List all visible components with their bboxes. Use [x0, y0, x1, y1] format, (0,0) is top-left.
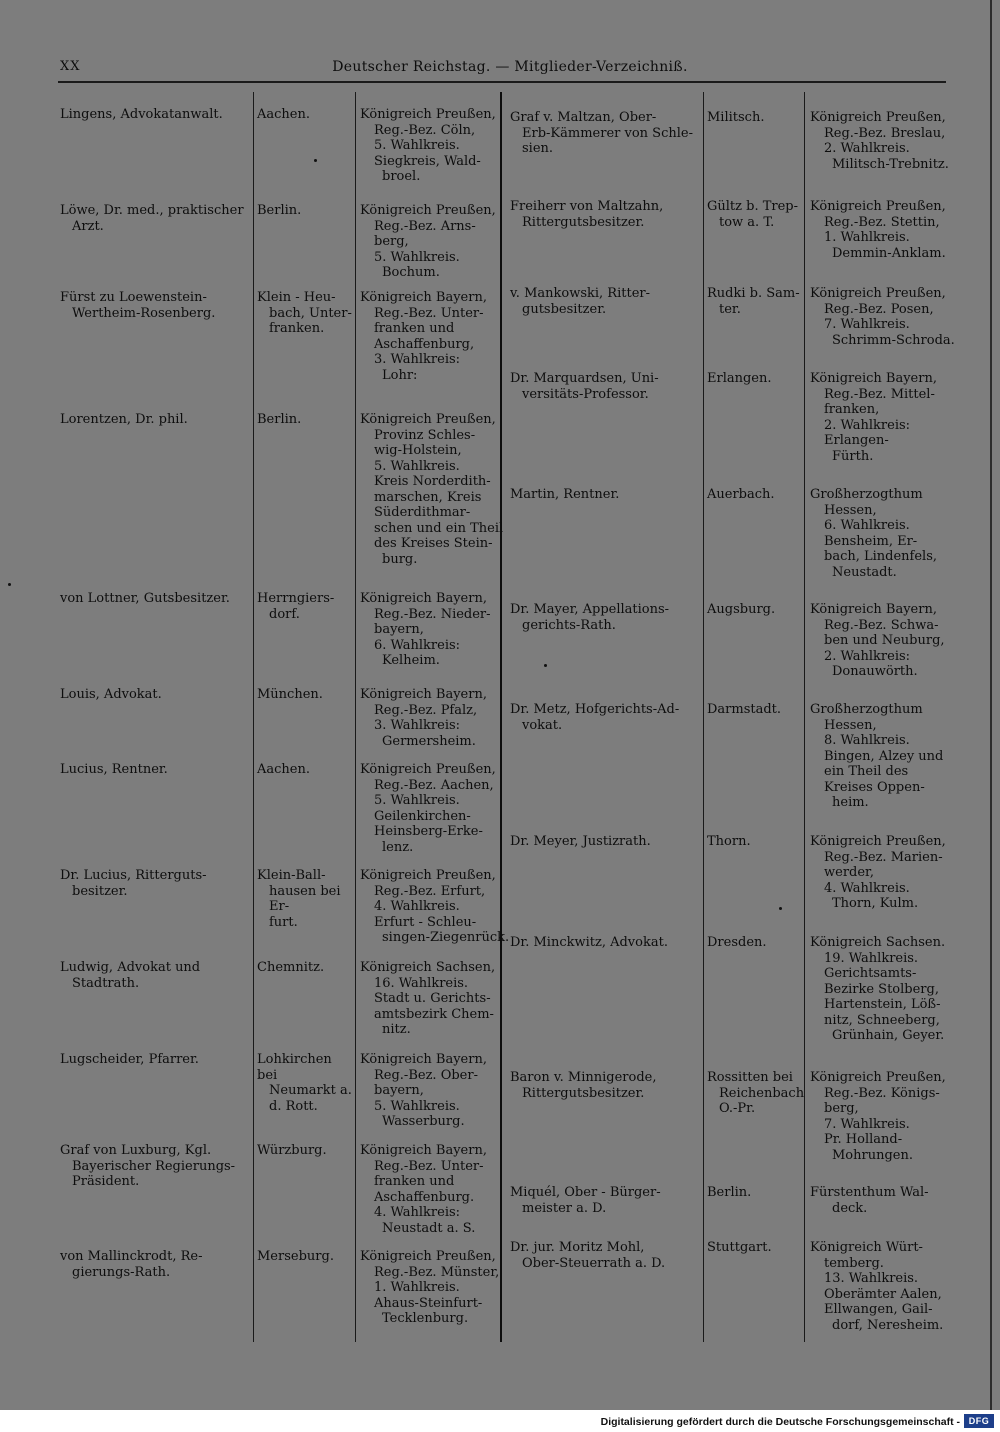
electoral-district-line: des Kreises Stein- — [374, 536, 493, 551]
residence — [707, 602, 803, 618]
electoral-district — [360, 687, 494, 749]
electoral-district — [810, 371, 940, 464]
electoral-district-line: franken, — [824, 402, 880, 417]
member-name — [60, 687, 250, 703]
member-name-line: sien. — [522, 141, 554, 156]
electoral-district-line: Süderdithmar- — [374, 505, 471, 520]
electoral-district-line: Reg.-Bez. Aachen, — [374, 777, 494, 793]
electoral-district-line: Bensheim, Er- — [824, 533, 918, 549]
ink-speck — [544, 664, 547, 667]
ink-speck — [8, 583, 11, 586]
member-name — [60, 960, 250, 991]
electoral-district — [360, 960, 494, 1038]
residence — [707, 834, 803, 850]
electoral-district-line: 1. Wahlkreis. — [824, 230, 910, 245]
member-name-line: Arzt. — [72, 218, 104, 234]
member-name — [510, 834, 698, 850]
electoral-district-line: Reg.-Bez. Ober- — [374, 1067, 478, 1083]
residence-line: Gültz b. Trep- — [707, 199, 798, 214]
residence-line: Aachen. — [257, 107, 310, 122]
residence — [707, 199, 803, 230]
column-rule — [703, 92, 704, 1342]
electoral-district-line: Erfurt - Schleu- — [374, 914, 477, 930]
electoral-district — [360, 1143, 494, 1236]
residence-line: Augsburg. — [707, 602, 776, 617]
member-name — [510, 1240, 698, 1271]
electoral-district-line: Neustadt a. S. — [382, 1220, 476, 1236]
residence-line: ter. — [719, 301, 741, 317]
residence — [707, 110, 803, 126]
electoral-district-line: lenz. — [382, 839, 414, 855]
electoral-district-line: 13. Wahlkreis. — [824, 1271, 919, 1286]
residence — [257, 107, 353, 123]
residence — [707, 1240, 803, 1256]
electoral-district-line: 2. Wahlkreis. — [824, 141, 910, 156]
electoral-district-line: Germersheim. — [382, 733, 476, 749]
residence — [707, 702, 803, 718]
residence-line: Chemnitz. — [257, 960, 325, 975]
electoral-district-line: Geilenkirchen- — [374, 808, 471, 824]
residence-line: Militsch. — [707, 110, 765, 125]
member-name-line: vokat. — [522, 717, 563, 733]
electoral-district-line: Königreich Bayern, — [810, 371, 937, 386]
member-name — [510, 199, 698, 230]
member-name-line: Wertheim-Rosenberg. — [72, 305, 216, 321]
member-name-line: besitzer. — [72, 883, 128, 899]
member-name-line: Dr. Meyer, Justizrath. — [510, 834, 651, 849]
residence-line: Neumarkt a. — [269, 1083, 352, 1098]
electoral-district-line: 5. Wahlkreis. — [374, 249, 460, 265]
electoral-district-line: Ahaus-Steinfurt- — [374, 1295, 483, 1311]
residence — [257, 290, 353, 337]
member-name-line: Miquél, Ober - Bürger- — [510, 1185, 661, 1200]
electoral-district — [810, 199, 946, 261]
residence-line: Würzburg. — [257, 1143, 327, 1158]
electoral-district-line: Königreich Bayern, — [360, 591, 487, 606]
digitization-credit: Digitalisierung gefördert durch die Deutsche Forschungsgemeinschaft - — [600, 1416, 960, 1428]
electoral-district-line: Reg.-Bez. Posen, — [824, 301, 934, 317]
electoral-district-line: Kelheim. — [382, 653, 440, 668]
electoral-district-line: Reg.-Bez. Marien- — [824, 849, 943, 865]
electoral-district-line: franken und — [374, 321, 455, 336]
electoral-district-line: Pr. Holland- — [824, 1132, 903, 1147]
electoral-district-line: Aschaffenburg. — [374, 1189, 475, 1205]
electoral-district-line: Königreich Preußen, — [360, 868, 496, 883]
residence — [257, 1249, 353, 1265]
member-name — [510, 487, 698, 503]
electoral-district-line: Fürth. — [832, 448, 874, 464]
residence-line: München. — [257, 687, 323, 702]
residence-line: Auerbach. — [707, 487, 775, 502]
member-name — [60, 203, 250, 234]
electoral-district — [360, 290, 494, 383]
electoral-district-line: ben und Neuburg, — [824, 633, 945, 648]
member-name — [60, 868, 250, 899]
residence-line: Reichenbach — [719, 1085, 805, 1101]
member-name-line: Baron v. Minnigerode, — [510, 1070, 657, 1085]
electoral-district-line: Bezirke Stolberg, — [824, 981, 939, 997]
electoral-district-line: Siegkreis, Wald- — [374, 153, 481, 169]
electoral-district-line: Fürstenthum Wal- — [810, 1185, 929, 1200]
column-rule-center — [500, 92, 502, 1342]
member-name — [60, 1143, 250, 1190]
member-name-line: Löwe, Dr. med., praktischer — [60, 203, 244, 218]
electoral-district — [360, 762, 494, 855]
electoral-district-line: Königreich Sachsen, — [360, 960, 496, 975]
electoral-district-line: Tecklenburg. — [382, 1311, 469, 1326]
member-name-line: gierungs-Rath. — [72, 1264, 171, 1280]
electoral-district-line: Hessen, — [824, 502, 877, 518]
residence-line: Aachen. — [257, 762, 310, 777]
electoral-district-line: Königreich Sachsen. — [810, 935, 946, 950]
member-name-line: Rittergutsbesitzer. — [522, 214, 645, 230]
residence-line: Berlin. — [257, 412, 302, 427]
electoral-district-line: 4. Wahlkreis. — [374, 899, 460, 914]
electoral-district-line: Schrimm-Schroda. — [832, 332, 955, 348]
residence-line: Herrngiers- — [257, 591, 335, 606]
member-name-line: Dr. Marquardsen, Uni- — [510, 371, 659, 386]
member-name-line: Stadtrath. — [72, 975, 140, 991]
member-name — [60, 591, 250, 607]
electoral-district-line: 3. Wahlkreis: — [374, 352, 461, 367]
electoral-district-line: Königreich Preußen, — [360, 1249, 496, 1264]
electoral-district-line: Reg.-Bez. Königs- — [824, 1085, 940, 1101]
electoral-district-line: Reg.-Bez. Münster, — [374, 1264, 500, 1280]
electoral-district-line: 3. Wahlkreis: — [374, 718, 461, 733]
electoral-district-line: 5. Wahlkreis. — [374, 793, 460, 808]
electoral-district — [360, 868, 510, 946]
electoral-district-line: Reg.-Bez. Stettin, — [824, 214, 940, 230]
member-name-line: von Lottner, Gutsbesitzer. — [60, 591, 230, 606]
member-name — [510, 371, 698, 402]
residence-line: Stuttgart. — [707, 1240, 772, 1255]
residence — [257, 1052, 353, 1114]
electoral-district-line: Königreich Preußen, — [360, 203, 496, 218]
residence-line: d. Rott. — [269, 1098, 318, 1114]
residence-line: tow a. T. — [719, 214, 775, 230]
electoral-district-line: marschen, Kreis — [374, 489, 482, 505]
electoral-district-line: Königreich Preußen, — [360, 762, 496, 777]
electoral-district-line: Großherzogthum — [810, 487, 923, 502]
electoral-district-line: Wasserburg. — [382, 1114, 465, 1129]
electoral-district-line: Thorn, Kulm. — [832, 896, 919, 911]
scan-edge-line — [990, 0, 992, 1410]
member-name-line: Lugscheider, Pfarrer. — [60, 1052, 199, 1067]
member-name-line: Bayerischer Regierungs- — [72, 1158, 236, 1174]
electoral-district-line: Neustadt. — [832, 564, 897, 580]
residence-line: Darmstadt. — [707, 702, 782, 717]
member-name-line: Dr. Mayer, Appellations- — [510, 602, 670, 617]
residence — [707, 487, 803, 503]
electoral-district-line: Bochum. — [382, 265, 440, 280]
electoral-district-line: 5. Wahlkreis. — [374, 138, 460, 153]
column-rule — [804, 92, 805, 1342]
electoral-district — [360, 412, 504, 567]
member-name-line: Dr. Lucius, Ritterguts- — [60, 868, 207, 883]
electoral-district-line: Reg.-Bez. Cöln, — [374, 122, 476, 138]
member-name-line: von Mallinckrodt, Re- — [60, 1249, 203, 1264]
member-name-line: meister a. D. — [522, 1200, 607, 1216]
residence-line: Dresden. — [707, 935, 767, 950]
column-rule — [253, 92, 254, 1342]
residence-line: Klein-Ball- — [257, 868, 326, 883]
electoral-district-line: Reg.-Bez. Arns- — [374, 218, 476, 234]
electoral-district-line: bach, Lindenfels, — [824, 549, 938, 564]
electoral-district — [810, 702, 944, 811]
electoral-district-line: Stadt u. Gerichts- — [374, 991, 491, 1006]
electoral-district-line: Erlangen- — [824, 433, 889, 448]
electoral-district-line: Reg.-Bez. Unter- — [374, 1158, 484, 1174]
member-name-line: Louis, Advokat. — [60, 687, 162, 702]
electoral-district-line: franken und — [374, 1174, 455, 1189]
electoral-district-line: bayern, — [374, 1083, 424, 1098]
electoral-district-line: 4. Wahlkreis: — [374, 1205, 461, 1220]
electoral-district-line: Hessen, — [824, 717, 877, 733]
electoral-district-line: Grünhain, Geyer. — [832, 1028, 945, 1043]
member-name-line: Rittergutsbesitzer. — [522, 1085, 645, 1101]
residence-line: Lohkirchen bei — [257, 1052, 332, 1083]
residence-line: hausen bei Er- — [269, 883, 341, 914]
member-name — [60, 1052, 250, 1068]
residence-line: O.-Pr. — [719, 1101, 756, 1116]
residence-line: furt. — [269, 914, 298, 930]
electoral-district-line: Reg.-Bez. Mittel- — [824, 386, 935, 402]
electoral-district — [360, 107, 494, 185]
residence — [707, 1070, 803, 1117]
member-name-line: versitäts-Professor. — [522, 386, 649, 402]
member-name — [60, 290, 250, 321]
electoral-district — [360, 203, 494, 281]
residence — [257, 960, 353, 976]
electoral-district-line: heim. — [832, 795, 869, 810]
electoral-district-line: werder, — [824, 865, 874, 880]
electoral-district-line: ein Theil des — [824, 764, 909, 779]
electoral-district-line: Königreich Bayern, — [360, 1052, 487, 1067]
residence — [257, 203, 353, 219]
electoral-district-line: Reg.-Bez. Nieder- — [374, 606, 491, 622]
member-name — [510, 935, 698, 951]
electoral-district-line: berg, — [824, 1101, 859, 1116]
residence-line: Erlangen. — [707, 371, 772, 386]
electoral-district-line: Königreich Bayern, — [360, 290, 487, 305]
residence-line: Thorn. — [707, 834, 751, 849]
electoral-district — [810, 935, 946, 1044]
residence — [707, 286, 803, 317]
electoral-district-line: Königreich Preußen, — [810, 286, 946, 301]
electoral-district-line: deck. — [832, 1200, 868, 1216]
electoral-district-line: 5. Wahlkreis. — [374, 1098, 460, 1114]
electoral-district-line: 4. Wahlkreis. — [824, 880, 910, 896]
electoral-district-line: Militsch-Trebnitz. — [832, 156, 949, 172]
electoral-district — [810, 1185, 940, 1216]
electoral-district-line: Königreich Bayern, — [360, 687, 487, 702]
electoral-district-line: Reg.-Bez. Pfalz, — [374, 702, 478, 718]
electoral-district-line: 8. Wahlkreis. — [824, 733, 910, 748]
member-name-line: Graf von Luxburg, Kgl. — [60, 1143, 212, 1158]
member-name — [510, 702, 698, 733]
residence-line: Merseburg. — [257, 1249, 334, 1264]
electoral-district — [810, 110, 949, 172]
member-name — [510, 602, 698, 633]
electoral-district-line: 6. Wahlkreis. — [824, 518, 910, 533]
electoral-district-line: nitz. — [382, 1022, 411, 1037]
residence-line: Berlin. — [257, 203, 302, 218]
electoral-district-line: 2. Wahlkreis: — [824, 417, 911, 433]
member-name — [510, 110, 698, 157]
residence — [257, 762, 353, 778]
electoral-district-line: Großherzogthum — [810, 702, 923, 717]
member-name-line: Martin, Rentner. — [510, 487, 620, 502]
electoral-district — [810, 834, 946, 912]
column-rule — [355, 92, 356, 1342]
residence — [707, 1185, 803, 1201]
dfg-logo: DFG — [964, 1414, 994, 1428]
electoral-district-line: Königreich Würt- — [810, 1240, 923, 1255]
member-name — [60, 107, 250, 123]
ink-speck — [314, 159, 317, 162]
electoral-district — [360, 1249, 500, 1327]
electoral-district-line: temberg. — [824, 1255, 884, 1271]
residence — [257, 687, 353, 703]
electoral-district-line: Bingen, Alzey und — [824, 748, 944, 764]
member-name-line: Lorentzen, Dr. phil. — [60, 412, 188, 427]
electoral-district-line: Ellwangen, Gail- — [824, 1302, 933, 1317]
residence-line: dorf. — [269, 606, 300, 622]
electoral-district-line: 1. Wahlkreis. — [374, 1280, 460, 1295]
member-name-line: Ober-Steuerrath a. D. — [522, 1255, 666, 1271]
electoral-district-line: Reg.-Bez. Erfurt, — [374, 883, 486, 899]
member-name — [510, 1070, 698, 1101]
member-name-line: Graf v. Maltzan, Ober- — [510, 110, 657, 125]
electoral-district-line: Heinsberg-Erke- — [374, 824, 483, 839]
electoral-district-line: 6. Wahlkreis: — [374, 637, 461, 653]
electoral-district-line: Provinz Schles- — [374, 427, 476, 443]
residence-line: Rossitten bei — [707, 1070, 793, 1085]
electoral-district — [360, 591, 494, 669]
member-name-line: Präsident. — [72, 1174, 140, 1189]
electoral-district-line: Demmin-Anklam. — [832, 245, 946, 261]
electoral-district-line: Reg.-Bez. Schwa- — [824, 617, 939, 633]
electoral-district-line: Königreich Preußen, — [360, 107, 496, 122]
member-name-line: Lingens, Advokatanwalt. — [60, 107, 223, 122]
electoral-district-line: schen und ein Theil — [374, 520, 504, 536]
electoral-district — [810, 286, 955, 348]
member-name-line: Dr. Minckwitz, Advokat. — [510, 935, 668, 950]
electoral-district-line: dorf, Neresheim. — [832, 1317, 944, 1333]
electoral-district-line: Kreis Norderdith- — [374, 474, 491, 489]
electoral-district-line: 16. Wahlkreis. — [374, 975, 469, 991]
member-name-line: Freiherr von Maltzahn, — [510, 199, 664, 214]
electoral-district-line: singen-Ziegenrück. — [382, 930, 510, 945]
member-name — [60, 762, 250, 778]
electoral-district-line: Königreich Preußen, — [810, 1070, 946, 1085]
electoral-district-line: Donauwörth. — [832, 664, 918, 679]
residence-line: Rudki b. Sam- — [707, 286, 800, 301]
electoral-district-line: wig-Holstein, — [374, 443, 462, 458]
member-name-line: gerichts-Rath. — [522, 617, 616, 633]
electoral-district-line: Königreich Preußen, — [810, 834, 946, 849]
electoral-district-line: berg, — [374, 234, 409, 249]
residence-line: Klein - Heu- — [257, 290, 336, 305]
electoral-district — [810, 1070, 946, 1163]
residence — [707, 935, 803, 951]
electoral-district-line: Hartenstein, Löß- — [824, 997, 941, 1012]
electoral-district-line: bayern, — [374, 622, 424, 637]
header-rule — [58, 81, 946, 83]
member-name-line: Dr. Metz, Hofgerichts-Ad- — [510, 702, 680, 717]
electoral-district-line: Mohrungen. — [832, 1147, 913, 1163]
member-name — [510, 286, 698, 317]
residence — [707, 371, 803, 387]
electoral-district-line: Gerichtsamts- — [824, 966, 917, 981]
electoral-district-line: 2. Wahlkreis: — [824, 648, 911, 664]
running-title: Deutscher Reichstag. — Mitglieder-Verzeichniß. — [332, 59, 688, 75]
residence-line: bach, Unter- — [269, 305, 352, 321]
residence — [257, 591, 353, 622]
member-name-line: gutsbesitzer. — [522, 301, 607, 317]
electoral-district-line: broel. — [382, 169, 421, 184]
electoral-district-line: 7. Wahlkreis. — [824, 1116, 910, 1132]
electoral-district-line: Aschaffenburg, — [374, 336, 475, 352]
electoral-district-line: 7. Wahlkreis. — [824, 317, 910, 332]
residence — [257, 1143, 353, 1159]
electoral-district — [360, 1052, 494, 1130]
member-name-line: Lucius, Rentner. — [60, 762, 168, 777]
residence-line: franken. — [269, 321, 325, 336]
member-name — [510, 1185, 698, 1216]
electoral-district-line: 19. Wahlkreis. — [824, 950, 919, 966]
residence — [257, 868, 353, 930]
member-name-line: Fürst zu Loewenstein- — [60, 290, 207, 305]
ink-speck — [779, 907, 782, 910]
member-name — [60, 412, 250, 428]
electoral-district-line: Oberämter Aalen, — [824, 1286, 942, 1302]
electoral-district-line: Reg.-Bez. Breslau, — [824, 125, 946, 141]
electoral-district-line: Königreich Bayern, — [810, 602, 937, 617]
electoral-district-line: burg. — [382, 551, 418, 567]
member-name-line: Ludwig, Advokat und — [60, 960, 201, 975]
member-name-line: Dr. jur. Moritz Mohl, — [510, 1240, 645, 1255]
electoral-district-line: Königreich Preußen, — [810, 110, 946, 125]
page-number: XX — [60, 59, 81, 74]
electoral-district-line: Königreich Preußen, — [360, 412, 496, 427]
member-name — [60, 1249, 250, 1280]
electoral-district-line: Lohr: — [382, 367, 418, 383]
electoral-district-line: nitz, Schneeberg, — [824, 1012, 940, 1028]
electoral-district-line: Reg.-Bez. Unter- — [374, 305, 484, 321]
electoral-district-line: Königreich Bayern, — [360, 1143, 487, 1158]
member-name-line: Erb-Kämmerer von Schle- — [522, 125, 693, 141]
electoral-district — [810, 487, 940, 580]
electoral-district — [810, 602, 945, 680]
electoral-district-line: Königreich Preußen, — [810, 199, 946, 214]
residence — [257, 412, 353, 428]
electoral-district-line: amtsbezirk Chem- — [374, 1006, 494, 1022]
residence-line: Berlin. — [707, 1185, 752, 1200]
electoral-district-line: Kreises Oppen- — [824, 779, 925, 795]
electoral-district — [810, 1240, 944, 1333]
electoral-district-line: 5. Wahlkreis. — [374, 458, 460, 474]
member-name-line: v. Mankowski, Ritter- — [510, 286, 650, 301]
